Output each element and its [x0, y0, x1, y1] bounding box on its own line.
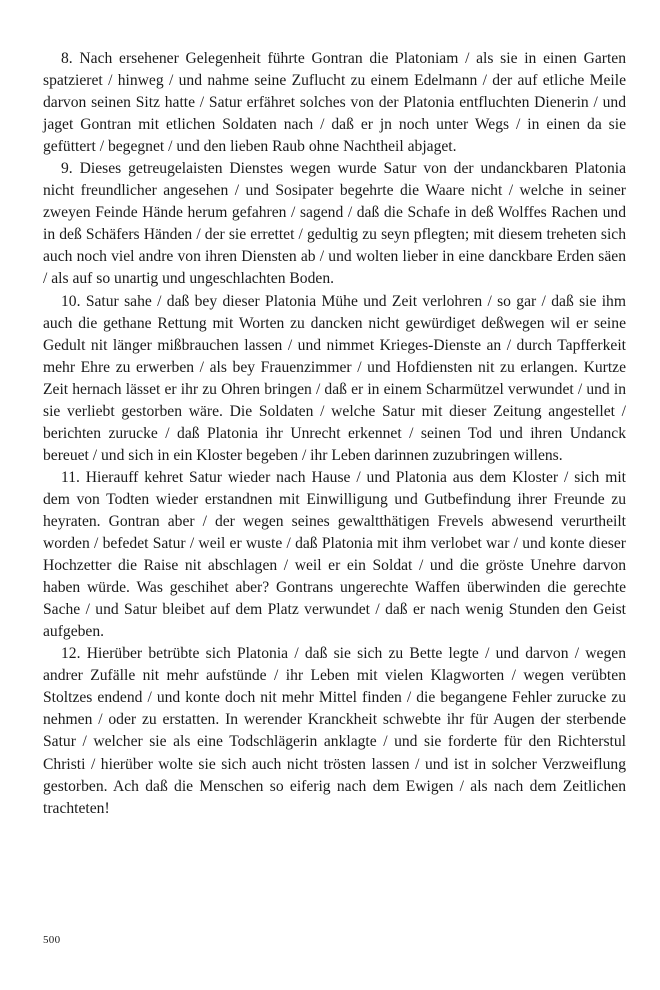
page-body: [43, 48, 626, 820]
paragraph-10: 10. Satur sahe / daß bey dieser Platonia Mühe und Zeit verlohren / so gar / daß sie ihm auch die gethane Rettung mit Worten zu dancken nicht gewürdiget deßwegen wil er seine Gedult nit länger mißbrauchen lassen / und nimmet Krieges-Dienste an / durch Tapfferkeit mehr Ehre zu erwerben / als bey Frauenzimmer / und Hofdiensten nit zu erlangen. Kurtze Zeit hernach lässet er ihr zu Ohren bringen / daß er in einem Scharmützel verwundet / und in sie verliebt gestorben wäre. Die Soldaten / welche Satur mit dieser Zeitung angestellet / berichten zurucke / daß Platonia ihr Unrecht erkennet / seinen Tod und ihren Undanck bereuet / und sich in ein Kloster begeben / ihr Leben darinnen zuzubringen willens.: [43, 292, 626, 464]
paragraph-12: 12. Hierüber betrübte sich Platonia / daß sie sich zu Bette legte / und darvon / wegen andrer Zufälle nit mehr aufstünde / ihr Leben mit vielen Klagworten / wegen verübten Stoltzes endend / und konte doch nit mehr Mittel finden / die begangene Fehler zurucke zu nehmen / oder zu erstatten. In werender Kranckheit schwebte ihr für Augen der sterbende Satur / welcher sie als eine Todschlägerin anklagte / und sie forderte für den Richterstul Christi / hierüber wolte sie sich auch nicht trösten lassen / und ist in solcher Verzweiflung gestorben. Ach daß die Menschen so eiferig nach dem Ewigen / als nach dem Zeitlichen trachteten!: [43, 645, 626, 817]
paragraph-11: 11. Hierauff kehret Satur wieder nach Hause / und Platonia aus dem Kloster / sich mit dem von Todten wieder erstandnen mit Einwilligung und Gutbefindung ihrer Freunde zu heyraten. Gontran aber / der wegen seines gewaltthätigen Frevels abwesend verurtheilt worden / befedet Satur / weil er wuste / daß Platonia mit ihm verlobet war / und konte dieser Hochzetter die Raise nit abschlagen / weil er ein Soldat / und die gröste Unehre darvon haben würde. Was geschihet aber? Gontrans ungerechte Waffen überwinden die gerechte Sache / und Satur bleibet auf dem Platz verwundet / daß er nach wenig Stunden den Geist aufgeben.: [43, 468, 626, 641]
paragraph-9: 9. Dieses getreugelaisten Dienstes wegen wurde Satur von der undanckbaren Platonia nicht freundlicher angesehen / und Sosipater begehrte die Waare nicht / welche in seiner zweyen Feinde Hände herum gefahren / sagend / daß die Schafe in deß Wolffes Rachen und in deß Schäfers Händen / der sie errettet / gedultig zu seyn pflegten; mit diesem treheten sich auch noch viel andre von ihren Diensten ab / und wolten lieber in eine danckbare Erden säen / als auf so unartig und ungeschlachten Boden.: [43, 160, 626, 288]
paragraph-8: 8. Nach ersehener Gelegenheit führte Gontran die Platoniam / als sie in einen Garten spatzieret / hinweg / und nahme seine Zuflucht zu einem Edelmann / der auf etliche Meile darvon seinen Sitz hatte / Satur erfähret solches von der Platonia entfluchten Dienerin / und jaget Gontran mit etlichen Soldaten nach / daß er jn noch unter Wegs / in einen da sie gefüttert / begegnet / und den lieben Raub ohne Nachtheil abjaget.: [43, 50, 626, 156]
page-number: 500: [43, 934, 61, 946]
